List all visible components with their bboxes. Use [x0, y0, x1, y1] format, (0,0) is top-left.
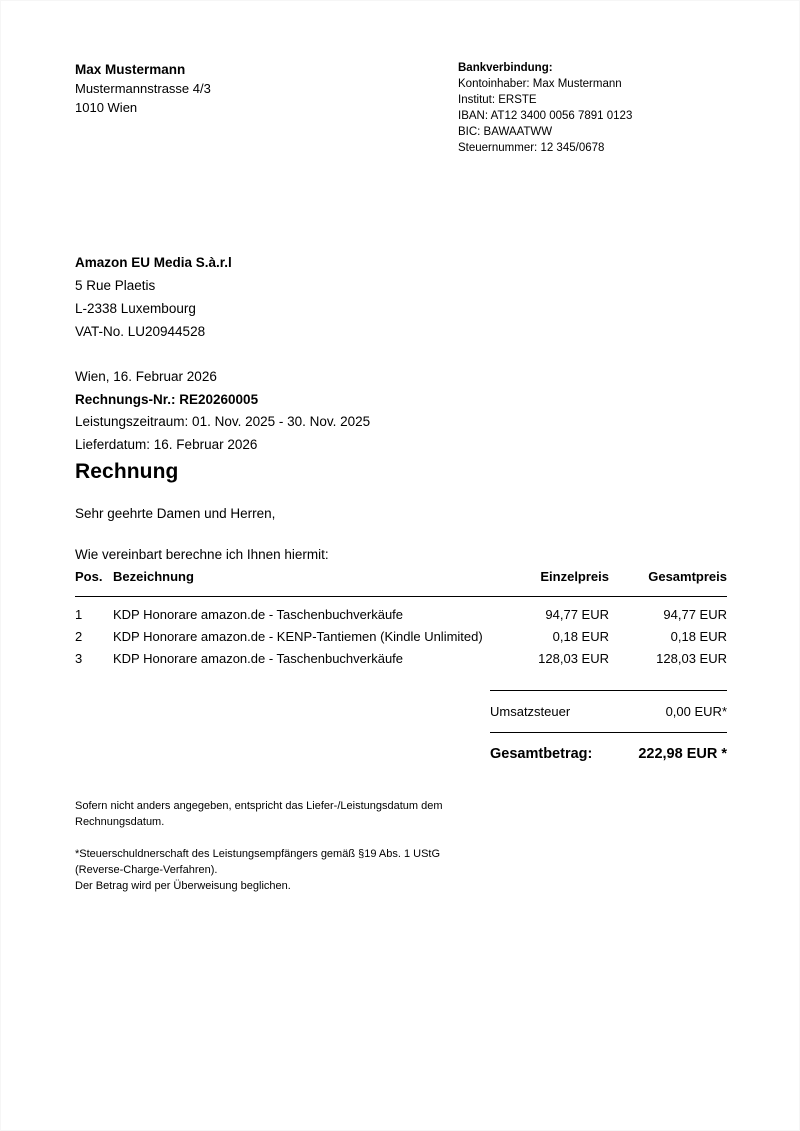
intro-block	[75, 504, 575, 565]
row-description: KDP Honorare amazon.de - KENP-Tantiemen (Kindle Unlimited)	[113, 629, 483, 644]
row-total-price: 128,03 EUR	[656, 651, 727, 666]
footnote-delivery-date-line2: Rechnungsdatum.	[75, 816, 165, 828]
sender-address-block	[75, 60, 415, 117]
tax-label: Umsatzsteuer	[490, 691, 617, 733]
salutation: Sehr geehrte Damen und Herren,	[75, 506, 276, 521]
row-description: KDP Honorare amazon.de - Taschenbuchverkäufe	[113, 651, 404, 666]
row-unit-price: 128,03 EUR	[538, 651, 609, 666]
table-header-row	[75, 569, 727, 597]
tax-value: 0,00 EUR*	[617, 691, 727, 733]
bank-account-holder: Kontoinhaber: Max Mustermann	[458, 78, 622, 90]
sender-name: Max Mustermann	[75, 62, 186, 77]
recipient-street: 5 Rue Plaetis	[75, 278, 156, 293]
row-unit-price: 94,77 EUR	[545, 607, 609, 622]
row-total-price: 94,77 EUR	[663, 607, 727, 622]
table-row	[75, 625, 727, 647]
column-header-total-price: Gesamtpreis	[609, 569, 727, 597]
invoice-number: Rechnungs-Nr.: RE20260005	[75, 391, 259, 407]
page-title: Rechnung	[75, 460, 179, 483]
footnote-reverse-charge-line1: *Steuerschuldnerschaft des Leistungsempfängers gemäß §19 Abs. 1 UStG	[75, 848, 441, 860]
recipient-vat-number: VAT-No. LU20944528	[75, 324, 206, 339]
service-period: Leistungszeitraum: 01. Nov. 2025 - 30. Nov. 2025	[75, 414, 371, 429]
column-header-description: Bezeichnung	[113, 569, 497, 597]
footnote-delivery-date-line1: Sofern nicht anders angegeben, entspricht das Liefer-/Leistungsdatum dem	[75, 800, 443, 812]
footnote-payment-method: Der Betrag wird per Überweisung beglichen.	[75, 880, 291, 892]
row-pos: 1	[75, 607, 83, 622]
column-header-unit-price: Einzelpreis	[497, 569, 609, 597]
row-pos: 2	[75, 629, 83, 644]
column-header-pos: Pos.	[75, 569, 113, 597]
table-row	[75, 597, 727, 626]
bank-bic: BIC: BAWAATWW	[458, 126, 553, 138]
grand-total-value: 222,98 EUR *	[617, 733, 727, 763]
sender-tax-number: Steuernummer: 12 345/0678	[458, 142, 605, 154]
sender-street: Mustermannstrasse 4/3	[75, 81, 211, 96]
place-and-date: Wien, 16. Februar 2026	[75, 369, 217, 384]
row-unit-price: 0,18 EUR	[552, 629, 609, 644]
bank-details-title: Bankverbindung:	[458, 62, 553, 74]
delivery-date: Lieferdatum: 16. Februar 2026	[75, 436, 258, 452]
grand-total-row	[490, 733, 727, 763]
bank-details-block	[458, 60, 758, 156]
bank-iban: IBAN: AT12 3400 0056 7891 0123	[458, 110, 633, 122]
footnotes-block	[75, 798, 495, 894]
recipient-name: Amazon EU Media S.à.r.l	[75, 255, 232, 270]
bank-institute: Institut: ERSTE	[458, 94, 537, 106]
sender-city: 1010 Wien	[75, 100, 138, 115]
row-pos: 3	[75, 651, 83, 666]
intro-text: Wie vereinbart berechne ich Ihnen hiermit:	[75, 547, 329, 562]
line-items-body	[75, 597, 727, 670]
row-total-price: 0,18 EUR	[670, 629, 727, 644]
tax-row	[490, 691, 727, 733]
totals-table	[490, 690, 727, 762]
footnote-reverse-charge-line2: (Reverse-Charge-Verfahren).	[75, 864, 218, 876]
line-items-table	[75, 569, 727, 669]
grand-total-label: Gesamtbetrag:	[490, 733, 617, 763]
table-row	[75, 647, 727, 669]
invoice-meta-block	[75, 366, 475, 456]
recipient-city: L-2338 Luxembourg	[75, 301, 196, 316]
row-description: KDP Honorare amazon.de - Taschenbuchverkäufe	[113, 607, 404, 622]
recipient-address-block	[75, 251, 435, 343]
